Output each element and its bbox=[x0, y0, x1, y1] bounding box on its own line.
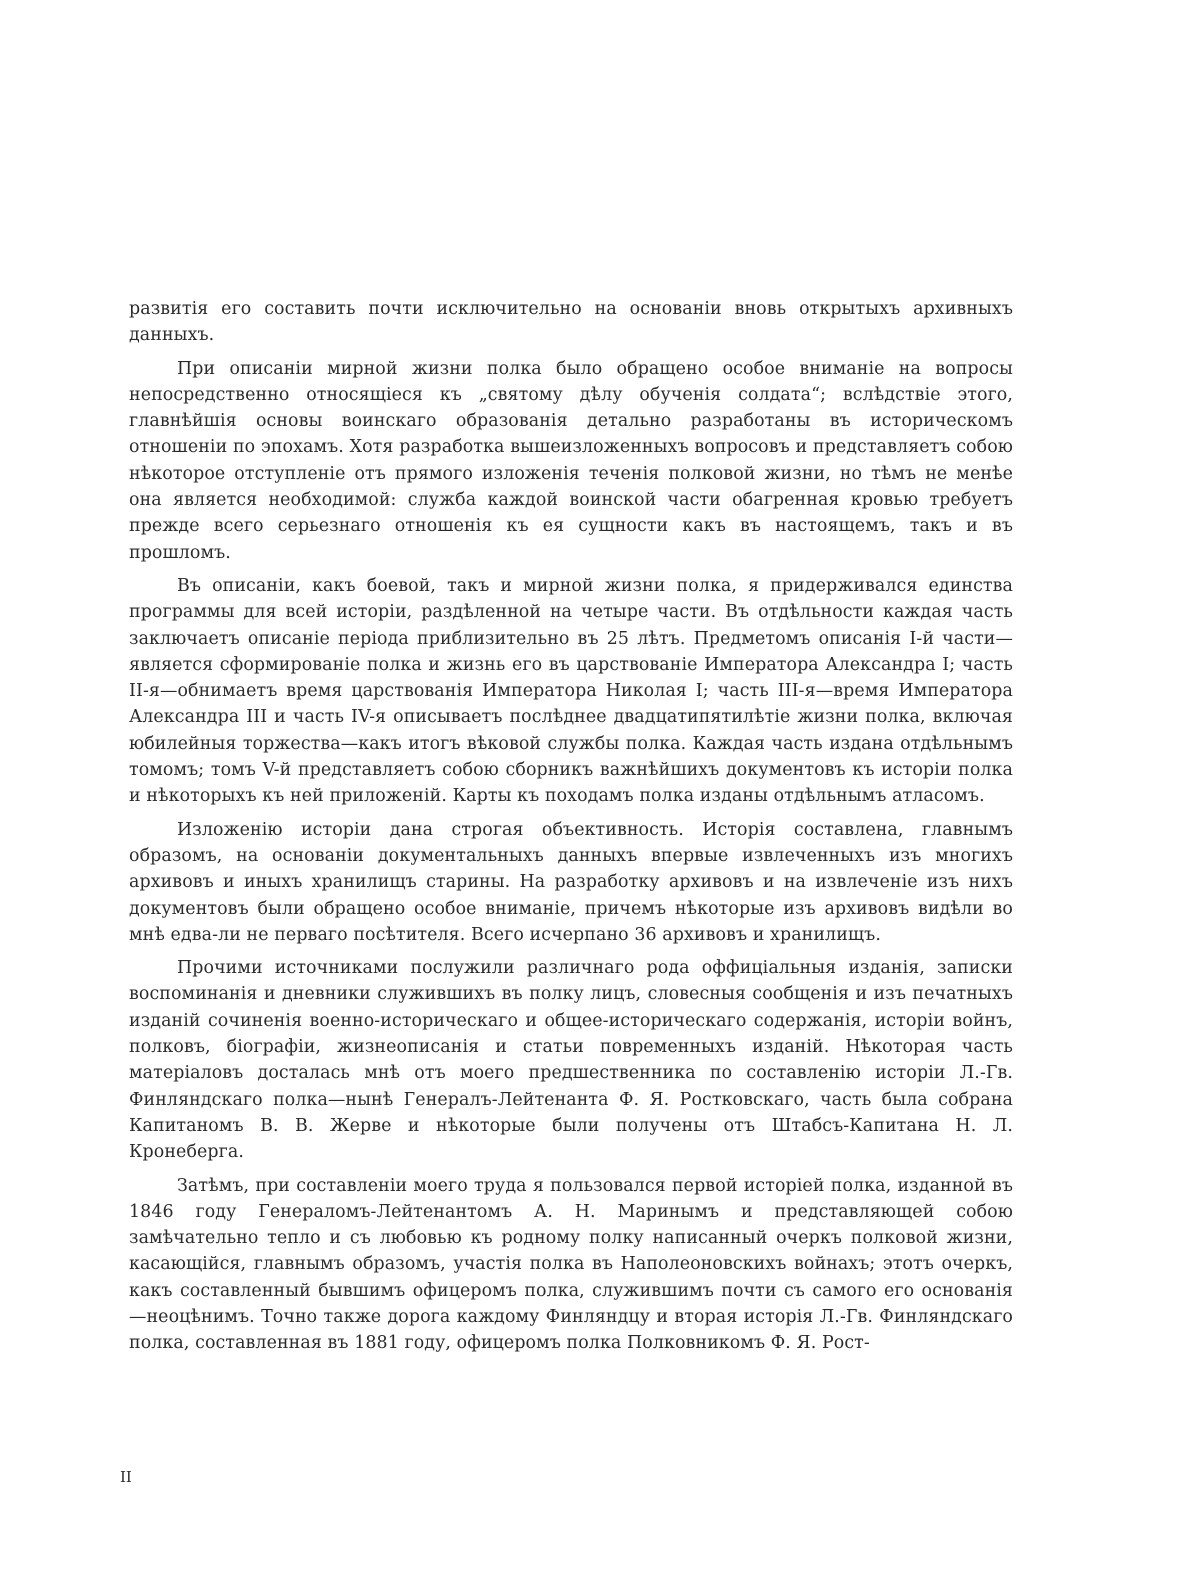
paragraph-continuation: развитія его составить почти исключительно на основаніи вновь открытыхъ архивныхъ данныхъ. bbox=[129, 299, 1013, 346]
page-number: II bbox=[120, 1468, 132, 1486]
paragraph-objectivity-archives: Изложенію исторіи дана строгая объективность. Исторія составлена, главнымъ образомъ, на основаніи документальныхъ данныхъ впервые извлеченныхъ изъ многихъ архивовъ и иныхъ хранилищъ старины. На разработку архивовъ и на извлеченіе изъ нихъ документовъ были обращено особое вниманіе, причемъ нѣкоторые изъ архивовъ видѣли во мнѣ едва-ли не перваго посѣтителя. Всего исчерпано 36 архивовъ и хранилищъ. bbox=[129, 819, 1013, 945]
body-text bbox=[129, 296, 1013, 1364]
paragraph-peacetime-life: При описаніи мирной жизни полка было обращено особое вниманіе на вопросы непосредственно относящіеся къ „святому дѣлу обученія солдата“; вслѣдствіе этого, главнѣйшія основы воинскаго образованія детально разработаны въ историческомъ отношеніи по эпохамъ. Хотя разработка вышеизложенныхъ вопросовъ и представляетъ собою нѣкоторое отступленіе отъ прямого изложенія теченія полковой жизни, но тѣмъ не менѣе она является необходимой: служба каждой воинской части обагренная кровью требуетъ прежде всего серьезнаго отношенія къ ея сущности какъ въ настоящемъ, такъ и въ прошломъ. bbox=[129, 358, 1013, 563]
paragraph-first-history: Затѣмъ, при составленіи моего труда я пользовался первой исторіей полка, изданной въ 1846 году Генераломъ-Лейтенантомъ А. Н. Маринымъ и представляющей собою замѣчательно тепло и съ любовью къ родному полку написанный очеркъ полковой жизни, касающійся, главнымъ образомъ, участія полка въ Наполеоновскихъ войнахъ; этотъ очеркъ, какъ составленный бывшимъ офицеромъ полка, служившимъ почти съ самого его основанія—неоцѣнимъ. Точно также дорога каждому Финляндцу и вторая исторія Л.-Гв. Финляндскаго полка, составленная въ 1881 году, офицеромъ полка Полковникомъ Ф. Я. Рост- bbox=[129, 1175, 1013, 1354]
paragraph-program-parts: Въ описаніи, какъ боевой, такъ и мирной жизни полка, я придерживался единства программы для всей исторіи, раздѣленной на четыре части. Въ отдѣльности каждая часть заключаетъ описаніе періода приблизительно въ 25 лѣтъ. Предметомъ описанія I-й части— является сформированіе полка и жизнь его въ царствованіе Императора Александра I; часть II-я—обнимаетъ время царствованія Императора Николая I; часть III-я—время Императора Александра III и часть IV-я описываетъ послѣднее двадцатипятилѣтіе жизни полка, включая юбилейныя торжества—какъ итогъ вѣковой службы полка. Каждая часть издана отдѣльнымъ томомъ; томъ V-й представляетъ собою сборникъ важнѣйшихъ документовъ къ исторіи полка и нѣкоторыхъ къ ней приложеній. Карты къ походамъ полка изданы отдѣльнымъ атласомъ. bbox=[129, 575, 1013, 807]
paragraph-other-sources: Прочими источниками послужили различнаго рода оффиціальныя изданія, записки воспоминанія и дневники служившихъ въ полку лицъ, словесныя сообщенія и изъ печатныхъ изданій сочиненія военно-историческаго и общее-историческаго содержанія, исторіи войнъ, полковъ, біографіи, жизнеописанія и статьи повременныхъ изданій. Нѣкоторая часть матеріаловъ досталась мнѣ отъ моего предшественника по составленію исторіи Л.-Гв. Финляндскаго полка—нынѣ Генералъ-Лейтенанта Ф. Я. Ростковскаго, часть была собрана Капитаномъ В. В. Жерве и нѣкоторые были получены отъ Штабсъ-Капитана Н. Л. Кронеберга. bbox=[129, 958, 1013, 1163]
